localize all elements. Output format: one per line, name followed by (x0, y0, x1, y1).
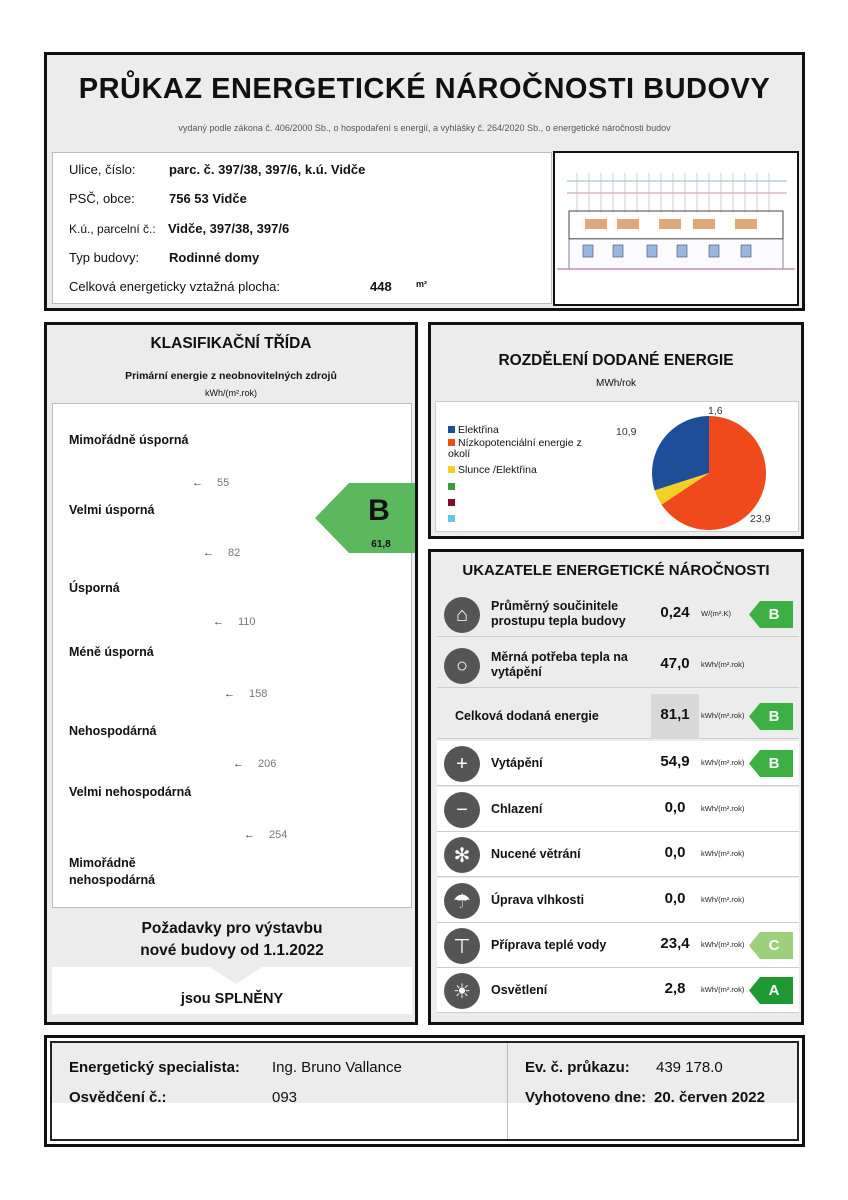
specialist-label: Energetický specialista: (69, 1059, 240, 1076)
requirement-box (52, 913, 412, 968)
grade-badge (749, 932, 793, 959)
circle-icon: ○ (444, 648, 480, 684)
date-value: 20. červen 2022 (654, 1089, 765, 1106)
indicators-section (428, 549, 804, 1025)
indicator-label: Úprava vlhkosti (491, 893, 585, 907)
class-label: Úsporná (69, 581, 120, 595)
area-unit: m² (416, 279, 427, 289)
footer-section (44, 1035, 805, 1147)
indicator-value: 54,9 (660, 753, 690, 770)
indicator-value: 0,0 (664, 799, 686, 816)
indicator-unit: kWh/(m².rok) (701, 895, 745, 904)
parcel-row (69, 221, 290, 236)
legend-swatch (448, 426, 455, 433)
legend-item: Nízkopotenciální energie z okolí (448, 437, 582, 460)
indicator-value: 0,0 (664, 844, 686, 861)
zip-label: PSČ, obce: (69, 191, 135, 206)
requirement-result: jsou SPLNĚNY (52, 967, 412, 1014)
indicator-label: Příprava teplé vody (491, 938, 607, 952)
classification-title: KLASIFIKAČNÍ TŘÍDA (150, 335, 312, 352)
house-icon: ⌂ (444, 597, 480, 633)
grade-badge (749, 703, 793, 730)
grade-letter: C (768, 937, 780, 954)
indicator-label: Celková dodaná energie (455, 709, 599, 723)
grade-badge (749, 750, 793, 777)
class-threshold: ← 82 (203, 547, 241, 559)
pie-label: 1,6 (708, 405, 723, 417)
thermometer-minus-icon: − (444, 792, 480, 828)
rating-value: 61,8 (371, 539, 391, 550)
class-label: Mimořádně úsporná (69, 433, 189, 447)
indicator-row (437, 592, 799, 637)
indicator-value: 0,0 (664, 890, 686, 907)
indicator-label: Chlazení (491, 802, 543, 816)
type-row (69, 250, 260, 265)
legend-swatch (448, 499, 455, 506)
energy-split-chart (435, 401, 799, 532)
pie-chart (616, 402, 786, 533)
legend-item: Elektřina (448, 425, 499, 436)
requirement-line-1: Požadavky pro výstavbu (141, 920, 323, 937)
indicator-row (437, 787, 799, 832)
class-threshold: ← 158 (224, 688, 268, 700)
energy-split-title: ROZDĚLENÍ DODANÉ ENERGIE (498, 352, 734, 369)
parcel-label: K.ú., parcelní č.: (69, 222, 156, 236)
legend-swatch (448, 515, 455, 522)
indicator-unit: W/(m².K) (701, 609, 731, 618)
indicator-value: 2,8 (664, 980, 686, 997)
legend-swatch (448, 439, 455, 446)
rating-arrow-shape (315, 483, 415, 553)
street-row (69, 162, 366, 177)
legend-swatch (448, 466, 455, 473)
class-label: Nehospodárná (69, 724, 157, 738)
indicator-row (437, 878, 799, 923)
indicator-value: 23,4 (660, 935, 690, 952)
indicator-label: Osvětlení (491, 983, 548, 997)
bulb-icon: ☀ (444, 973, 480, 1009)
class-threshold: ← 55 (192, 477, 230, 489)
indicator-unit: kWh/(m².rok) (701, 711, 745, 720)
legend-item: Slunce /Elektřina (448, 465, 537, 476)
indicator-row (437, 741, 799, 786)
indicator-unit: kWh/(m².rok) (701, 940, 745, 949)
class-label: Mimořádně nehospodárná (69, 856, 156, 887)
document-subtitle: vydaný podle zákona č. 406/2000 Sb., o hospodaření s energií, a vyhlášky č. 264/2020 Sb., o energetické náročnosti budov (178, 123, 671, 133)
classification-unit: kWh/(m².rok) (205, 388, 257, 398)
grade-letter: B (768, 755, 780, 772)
street-label: Ulice, číslo: (69, 162, 136, 177)
grade-letter: A (768, 982, 780, 999)
rating-letter: B (368, 494, 390, 527)
indicator-row (437, 643, 799, 688)
zip-row (69, 191, 247, 206)
class-label: Méně úsporná (69, 645, 154, 659)
pie-label: 10,9 (616, 426, 637, 438)
grade-letter: B (768, 708, 780, 725)
indicators-title: UKAZATELE ENERGETICKÉ NÁROČNOSTI (462, 562, 770, 579)
legend-swatch (448, 483, 455, 490)
cert-label: Osvědčení č.: (69, 1089, 167, 1106)
cert-value: 093 (272, 1089, 298, 1106)
indicator-value: 81,1 (660, 706, 690, 723)
indicator-row (437, 694, 799, 739)
legend-item (448, 498, 458, 509)
indicator-label: Nucené větrání (491, 847, 581, 861)
ev-label: Ev. č. průkazu: (525, 1059, 630, 1076)
area-row (69, 279, 427, 294)
specialist-value: Ing. Bruno Vallance (272, 1059, 402, 1076)
class-threshold: ← 254 (244, 829, 288, 841)
class-threshold: ← 206 (233, 758, 277, 770)
indicator-label: Měrná potřeba tepla na vytápění (491, 650, 628, 679)
rating-badge (315, 483, 415, 553)
class-threshold: ← 110 (213, 616, 256, 628)
indicator-unit: kWh/(m².rok) (701, 758, 745, 767)
indicator-row (437, 923, 799, 968)
indicator-unit: kWh/(m².rok) (701, 660, 745, 669)
building-info (52, 152, 552, 304)
area-label: Celková energeticky vztažná plocha: (69, 279, 281, 294)
building-drawing (553, 151, 799, 306)
area-value: 448 (370, 279, 392, 294)
legend-item (448, 482, 458, 493)
date-label: Vyhotoveno dne: (525, 1089, 647, 1106)
grade-badge (749, 977, 793, 1004)
faucet-icon: ⊤ (444, 928, 480, 964)
requirement-arrow (208, 966, 264, 984)
thermometer-plus-icon: + (444, 746, 480, 782)
class-label: Velmi nehospodárná (69, 785, 192, 799)
footer-panel (50, 1041, 799, 1141)
humidity-icon: ☂ (444, 883, 480, 919)
fan-icon: ✻ (444, 837, 480, 873)
requirement-line-2: nové budovy od 1.1.2022 (140, 942, 324, 959)
energy-split-unit: MWh/rok (596, 378, 636, 389)
energy-split-section (428, 322, 804, 539)
indicator-value: 0,24 (660, 604, 690, 621)
indicator-value: 47,0 (660, 655, 690, 672)
pie-label: 23,9 (750, 513, 771, 525)
class-label: Velmi úsporná (69, 503, 155, 517)
parcel-value: Vidče, 397/38, 397/6 (168, 221, 290, 236)
indicator-unit: kWh/(m².rok) (701, 804, 745, 813)
classification-section (44, 322, 418, 1025)
grade-letter: B (768, 606, 780, 623)
document-title: PRŮKAZ ENERGETICKÉ NÁROČNOSTI BUDOVY (78, 73, 771, 105)
indicator-unit: kWh/(m².rok) (701, 849, 745, 858)
classification-subtitle: Primární energie z neobnovitelných zdrojů (125, 370, 337, 382)
header-section (44, 52, 805, 311)
indicator-label: Průměrný součinitele prostupu tepla budovy (491, 599, 626, 628)
legend-item (448, 514, 458, 525)
type-value: Rodinné domy (169, 250, 260, 265)
indicator-label: Vytápění (491, 756, 543, 770)
indicator-unit: kWh/(m².rok) (701, 985, 745, 994)
indicator-row (437, 968, 799, 1013)
ev-value: 439 178.0 (656, 1059, 723, 1076)
grade-badge (749, 601, 793, 628)
zip-value: 756 53 Vidče (169, 191, 247, 206)
type-label: Typ budovy: (69, 250, 140, 265)
street-value: parc. č. 397/38, 397/6, k.ú. Vidče (169, 162, 366, 177)
indicator-row (437, 832, 799, 877)
classification-scale (52, 403, 412, 908)
